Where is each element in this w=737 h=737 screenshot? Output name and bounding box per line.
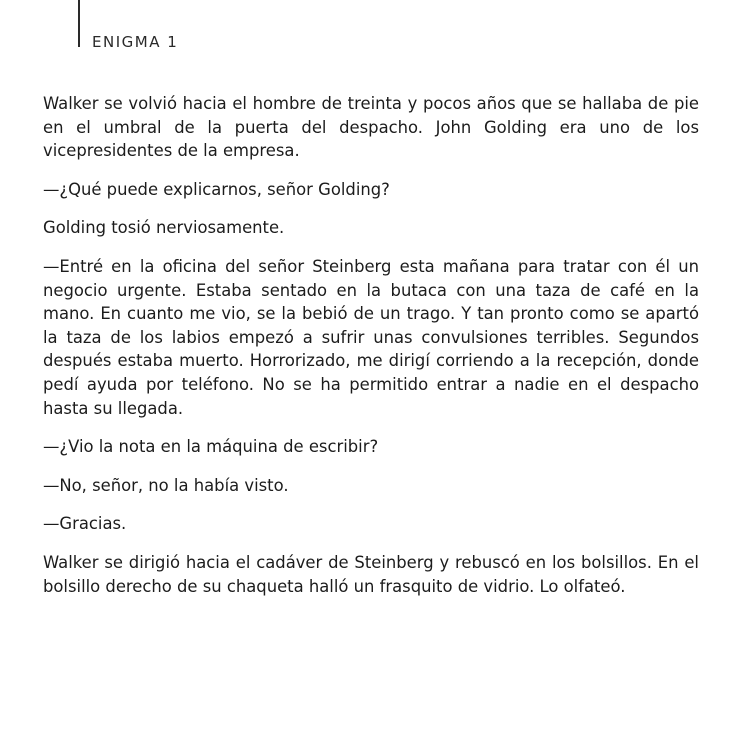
paragraph: —¿Qué puede explicarnos, señor Golding?	[43, 179, 390, 199]
paragraph: Walker se volvió hacia el hombre de treinta y pocos años que se hallaba de pie en el umbral de la puerta del despacho. John Golding era uno de los vicepresidentes de la empresa.	[43, 94, 699, 161]
paragraph: —No, señor, no la había visto.	[43, 475, 289, 495]
header-rule	[78, 0, 80, 47]
paragraph: —Gracias.	[43, 514, 127, 534]
paragraph: Walker se dirigió hacia el cadáver de Steinberg y rebuscó en los bolsillos. En el bolsillo derecho de su chaqueta halló un frasquito de vidrio. Lo olfateó.	[43, 552, 699, 596]
paragraph: —Entré en la oficina del señor Steinberg esta mañana para tratar con él un negocio urgente. Estaba sentado en la butaca con una taza de café en la mano. En cuanto me vio, se la bebió de un trago. Y tan pronto como se apartó la taza de los labios empezó a sufrir unas convulsiones terribles. Segundos después estaba muerto. Horrorizado, me dirigí corriendo a la recepción, donde pedí ayuda por teléfono. No se ha permitido entrar a nadie en el despacho hasta su llegada.	[43, 256, 699, 418]
paragraph: —¿Vio la nota en la máquina de escribir?	[43, 437, 379, 457]
body-text	[43, 92, 699, 613]
section-header: ENIGMA 1	[92, 33, 179, 51]
paragraph: Golding tosió nerviosamente.	[43, 218, 285, 238]
